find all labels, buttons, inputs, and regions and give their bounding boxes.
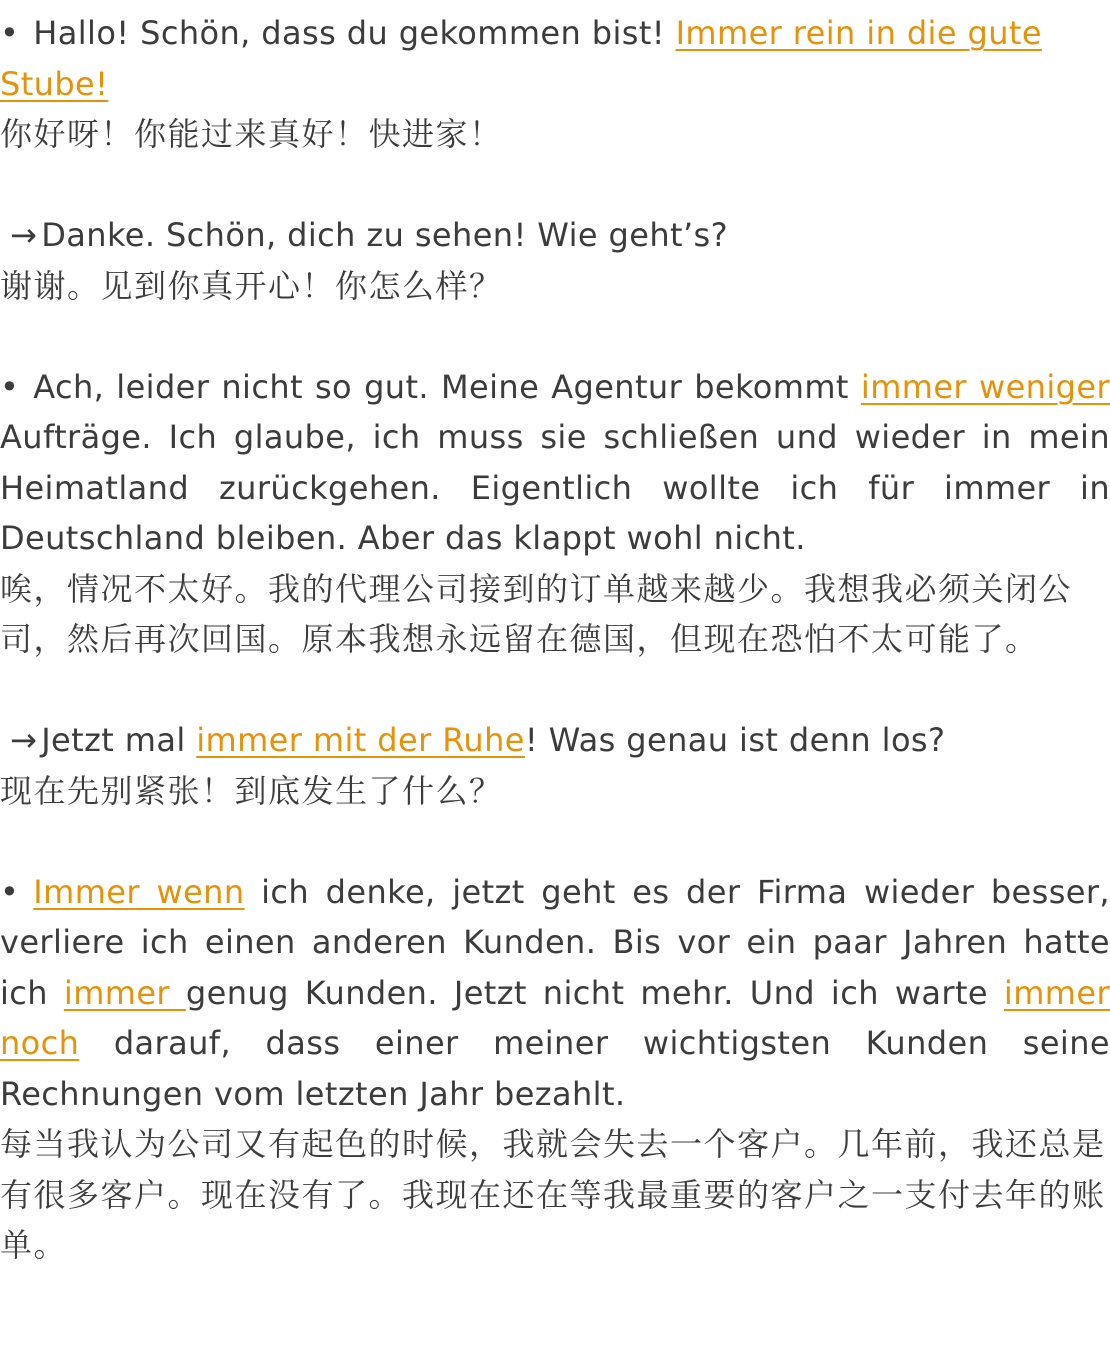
dialogue-line-4-de — [0, 715, 1110, 766]
dialogue-line-5-zh: 每当我认为公司又有起色的时候，我就会失去一个客户。几年前，我还总是有很多客户。现在没有了。我现在还在等我最重要的客户之一支付去年的账单。 — [0, 1125, 1106, 1264]
spacer — [0, 816, 1110, 867]
bullet-marker: • — [0, 14, 20, 52]
sentence-text: darauf, dass einer meiner wichtigsten Kunden seine Rechnungen vom letzten Jahr bezahlt. — [0, 1024, 1110, 1113]
highlight-phrase: Immer rein in die gute Stube! — [0, 14, 1042, 103]
bullet-marker: • — [0, 367, 20, 406]
dialogue-line-3-zh: 唉，情况不太好。我的代理公司接到的订单越来越少。我想我必须关闭公司，然后再次回国。原本我想永远留在德国，但现在恐怕不太可能了。 — [0, 569, 1073, 658]
spacer — [0, 160, 1110, 211]
dialogue-line-2-zh: 谢谢。见到你真开心！你怎么样？ — [0, 266, 503, 305]
highlight-phrase: immer weniger — [860, 367, 1110, 406]
bullet-marker: • — [0, 872, 20, 911]
arrow-marker: → — [10, 216, 38, 254]
highlight-phrase: Immer wenn — [33, 872, 245, 911]
sentence-text: Ach, leider nicht so gut. Meine Agentur bekommt — [33, 367, 861, 406]
dialogue-line-4-zh: 现在先别紧张！到底发生了什么？ — [0, 771, 503, 810]
dialogue-line-1-zh: 你好呀！你能过来真好！快进家！ — [0, 115, 503, 153]
spacer — [0, 311, 1110, 362]
spacer — [0, 665, 1110, 716]
sentence-text: Danke. Schön, dich zu sehen! Wie geht’s? — [41, 216, 729, 254]
sentence-text: ! Was genau ist denn los? — [524, 721, 946, 759]
highlight-phrase: immer — [63, 973, 186, 1012]
dialogue-line-1-de — [0, 8, 1110, 109]
sentence-text: genug Kunden. Jetzt nicht mehr. Und ich warte — [185, 973, 1004, 1012]
sentence-text: Aufträge. Ich glaube, ich muss sie schließen und wieder in mein Heimatland zurückgehen. Eigentlich wollte ich für immer in Deutschland bleiben. Aber das klappt wohl nicht. — [0, 418, 1110, 557]
dialogue-line-2-de — [0, 210, 1110, 261]
sentence-text: Jetzt mal — [41, 721, 197, 759]
arrow-marker: → — [10, 721, 38, 759]
dialogue-line-5-de — [0, 867, 1110, 1120]
dialogue-line-3-de — [0, 362, 1110, 564]
highlight-phrase: immer mit der Ruhe — [196, 721, 525, 759]
sentence-text: Hallo! Schön, dass du gekommen bist! — [33, 14, 676, 52]
sentence-text: ich denke, jetzt geht es der Firma wieder besser, verliere ich einen anderen Kunden. Bis vor ein paar Jahren hatte ich — [0, 872, 1110, 1012]
highlight-phrase: immer noch — [0, 973, 1110, 1062]
